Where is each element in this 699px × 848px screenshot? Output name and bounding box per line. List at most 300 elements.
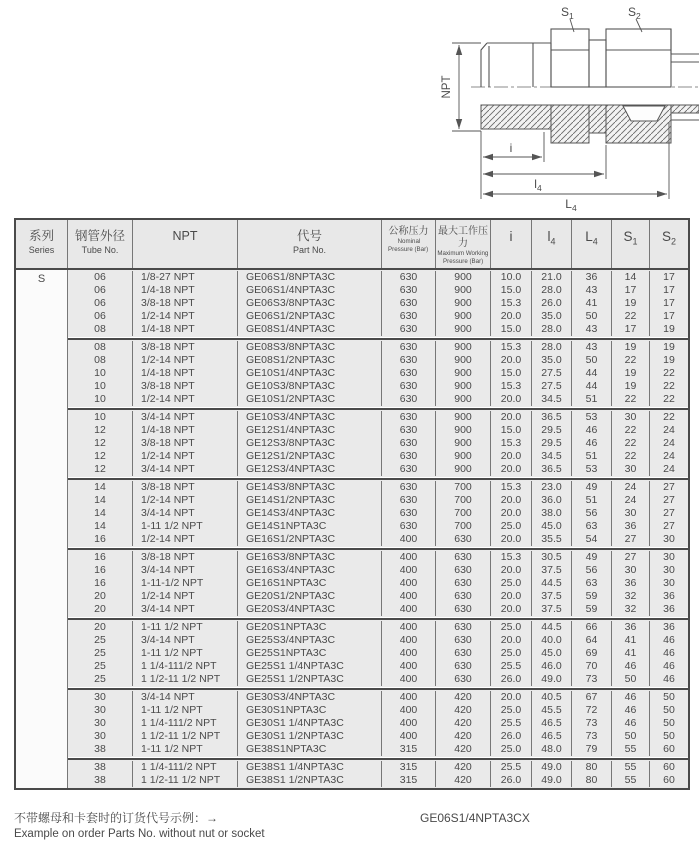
cell-l4: 34.5: [532, 450, 572, 463]
cell-l4: 40.5: [532, 691, 572, 704]
cell-s2: 27: [663, 507, 675, 519]
cell-l4: 34.5: [532, 393, 572, 406]
cell-L4: 51: [572, 494, 612, 507]
cell-npt: 1-11-1/2 NPT: [133, 577, 238, 590]
order-note: [14, 810, 686, 842]
cell-s2: 50: [663, 717, 675, 729]
cell-nominal-pressure: 630: [382, 297, 436, 310]
cell-tube-no: 30: [68, 704, 133, 717]
section-collar-lower: [589, 105, 606, 133]
cell-s1: 24: [612, 481, 650, 494]
cell-tube-no: 06: [68, 310, 133, 323]
male-thread-outline: [481, 43, 551, 87]
cell-part-no: GE08S1/2NPTA3C: [238, 354, 382, 367]
cell-s1: 46: [612, 691, 650, 704]
table-body-groups: [68, 270, 688, 788]
cell-tube-no: 10: [68, 367, 133, 380]
cell-part-no: GE14S3/4NPTA3C: [238, 507, 382, 520]
cell-l4: 36.5: [532, 411, 572, 424]
cell-part-no: GE30S1NPTA3C: [238, 704, 382, 717]
cell-i: 15.3: [491, 341, 532, 354]
cell-max-working-pressure: 900: [436, 463, 491, 476]
table-row: [68, 450, 688, 463]
cell-max-working-pressure: 900: [436, 354, 491, 367]
cell-i: 20.0: [491, 533, 532, 546]
cell-tube-no: 12: [68, 463, 133, 476]
cell-tube-no: 10: [68, 411, 133, 424]
cell-l4: 30.5: [532, 551, 572, 564]
cell-l4: 38.0: [532, 507, 572, 520]
cell-max-working-pressure: 900: [436, 380, 491, 393]
cell-nominal-pressure: 400: [382, 621, 436, 634]
cell-tube-no: 08: [68, 341, 133, 354]
cell-s1: 22: [612, 450, 650, 463]
cell-tube-no: 14: [68, 507, 133, 520]
cell-npt: 1/2-14 NPT: [133, 393, 238, 406]
cell-l4: 45.5: [532, 704, 572, 717]
order-note-zh: 不带螺母和卡套时的订货代号示例：→: [14, 811, 219, 825]
cell-s2: 46: [663, 673, 675, 685]
cell-max-working-pressure: 900: [436, 284, 491, 297]
cell-part-no: GE14S3/8NPTA3C: [238, 481, 382, 494]
hex-nut-s2: [606, 29, 671, 87]
cell-part-no: GE12S3/8NPTA3C: [238, 437, 382, 450]
cell-npt: 3/4-14 NPT: [133, 507, 238, 520]
cell-tube-no: 38: [68, 774, 133, 787]
cell-l4: 35.0: [532, 354, 572, 367]
cell-max-working-pressure: 700: [436, 507, 491, 520]
cell-npt: 3/4-14 NPT: [133, 411, 238, 424]
table-row: [68, 533, 688, 546]
col-header-s1: $S_1$: [612, 220, 650, 268]
cell-tube-no: 38: [68, 743, 133, 756]
cell-npt: 1/2-14 NPT: [133, 590, 238, 603]
col-header-series: 系列 Series: [16, 220, 68, 268]
cell-max-working-pressure: 900: [436, 424, 491, 437]
cell-i: 15.0: [491, 284, 532, 297]
table-row: [68, 647, 688, 660]
table-row: [68, 284, 688, 297]
cell-s1: 14: [612, 271, 650, 284]
cell-s2: 36: [663, 621, 675, 633]
cell-nominal-pressure: 630: [382, 450, 436, 463]
cell-s2: 19: [663, 354, 675, 366]
cell-tube-no: 16: [68, 551, 133, 564]
cell-nominal-pressure: 400: [382, 704, 436, 717]
cell-l4: 49.0: [532, 673, 572, 686]
cell-npt: 3/8-18 NPT: [133, 380, 238, 393]
cell-i: 25.0: [491, 743, 532, 756]
cell-npt: 3/8-18 NPT: [133, 341, 238, 354]
cell-L4: 70: [572, 660, 612, 673]
cell-tube-no: 30: [68, 717, 133, 730]
cell-s2: 60: [663, 743, 675, 755]
cell-s1: 50: [612, 673, 650, 686]
col-header-s2: $S_2$: [661, 229, 677, 247]
cell-s2: 22: [663, 393, 675, 405]
cell-npt: 1 1/4-111/2 NPT: [133, 660, 238, 673]
cell-L4: 63: [572, 577, 612, 590]
cell-part-no: GE16S1NPTA3C: [238, 577, 382, 590]
table-row: [68, 507, 688, 520]
cell-s2: 36: [663, 590, 675, 602]
cell-nominal-pressure: 630: [382, 494, 436, 507]
table-row: [68, 590, 688, 603]
col-header-npt: NPT: [133, 220, 238, 268]
cell-L4: 44: [572, 367, 612, 380]
cell-L4: 67: [572, 691, 612, 704]
cell-max-working-pressure: 420: [436, 774, 491, 787]
cell-s1: 36: [612, 621, 650, 634]
cell-nominal-pressure: 315: [382, 743, 436, 756]
cell-i: 25.0: [491, 520, 532, 533]
cell-L4: 43: [572, 323, 612, 336]
cell-s1: 27: [612, 551, 650, 564]
table-row: [68, 743, 688, 756]
cell-nominal-pressure: 630: [382, 284, 436, 297]
cell-part-no: GE16S3/4NPTA3C: [238, 564, 382, 577]
cell-max-working-pressure: 900: [436, 393, 491, 406]
cell-i: 20.0: [491, 691, 532, 704]
dim-label-l4: $l_4$: [534, 177, 542, 193]
cell-nominal-pressure: 400: [382, 660, 436, 673]
cell-i: 25.0: [491, 577, 532, 590]
table-row: [68, 393, 688, 406]
cell-nominal-pressure: 400: [382, 673, 436, 686]
cell-tube-no: 25: [68, 647, 133, 660]
cell-i: 15.3: [491, 481, 532, 494]
cell-npt: 1 1/2-11 1/2 NPT: [133, 673, 238, 686]
col-header-l4: $l_4$: [532, 220, 572, 268]
cell-part-no: GE06S1/4NPTA3C: [238, 284, 382, 297]
cell-max-working-pressure: 630: [436, 577, 491, 590]
cell-max-working-pressure: 630: [436, 564, 491, 577]
cell-part-no: GE25S1NPTA3C: [238, 647, 382, 660]
cell-max-working-pressure: 420: [436, 717, 491, 730]
cell-part-no: GE20S3/4NPTA3C: [238, 603, 382, 616]
col-header-nominal-pressure: 公称压力 Nominal Pressure (Bar): [382, 220, 436, 268]
cell-npt: 3/4-14 NPT: [133, 564, 238, 577]
cell-L4: 56: [572, 507, 612, 520]
cell-part-no: GE38S1 1/4NPTA3C: [238, 761, 382, 774]
cell-s2: 50: [663, 691, 675, 703]
cell-tube-no: 16: [68, 577, 133, 590]
cell-i: 15.0: [491, 323, 532, 336]
cell-nominal-pressure: 400: [382, 590, 436, 603]
cell-max-working-pressure: 900: [436, 341, 491, 354]
cell-i: 25.0: [491, 621, 532, 634]
table-row: [68, 310, 688, 323]
cell-L4: 51: [572, 450, 612, 463]
cell-nominal-pressure: 400: [382, 647, 436, 660]
cell-max-working-pressure: 420: [436, 704, 491, 717]
cell-part-no: GE14S1/2NPTA3C: [238, 494, 382, 507]
cell-s2: 46: [663, 634, 675, 646]
cell-tube-no: 08: [68, 323, 133, 336]
cell-max-working-pressure: 420: [436, 761, 491, 774]
cell-max-working-pressure: 420: [436, 743, 491, 756]
cell-i: 20.0: [491, 507, 532, 520]
cell-part-no: GE25S1 1/4NPTA3C: [238, 660, 382, 673]
cell-npt: 1/2-14 NPT: [133, 533, 238, 546]
table-group: [68, 270, 688, 337]
table-row: [68, 463, 688, 476]
cell-part-no: GE06S1/8NPTA3C: [238, 271, 382, 284]
cell-nominal-pressure: 630: [382, 437, 436, 450]
table-row: [68, 271, 688, 284]
cell-s2: 22: [663, 367, 675, 379]
cell-L4: 49: [572, 551, 612, 564]
table-row: [68, 634, 688, 647]
cell-nominal-pressure: 630: [382, 481, 436, 494]
cell-L4: 50: [572, 354, 612, 367]
cell-s2: 24: [663, 424, 675, 436]
cell-s2: 46: [663, 647, 675, 659]
table-row: [68, 520, 688, 533]
cell-L4: 46: [572, 424, 612, 437]
col-header-max-working-pressure: 最大工作压力 Maximum Working Pressure (Bar): [436, 220, 491, 268]
cell-part-no: GE08S1/4NPTA3C: [238, 323, 382, 336]
cell-l4: 21.0: [532, 271, 572, 284]
cell-s2: 27: [663, 494, 675, 506]
cell-i: 20.0: [491, 590, 532, 603]
cell-l4: 29.5: [532, 437, 572, 450]
cell-nominal-pressure: 315: [382, 761, 436, 774]
cell-s1: 46: [612, 660, 650, 673]
cell-s1: 17: [612, 323, 650, 336]
cell-l4: 37.5: [532, 590, 572, 603]
cell-nominal-pressure: 630: [382, 507, 436, 520]
table-header-row: [16, 220, 688, 270]
cell-tube-no: 06: [68, 284, 133, 297]
cell-L4: 73: [572, 673, 612, 686]
cell-npt: 1/4-18 NPT: [133, 284, 238, 297]
table-group: [68, 340, 688, 407]
cell-l4: 45.0: [532, 647, 572, 660]
cell-i: 15.0: [491, 424, 532, 437]
cell-npt: 1/4-18 NPT: [133, 367, 238, 380]
cell-npt: 1 1/4-111/2 NPT: [133, 761, 238, 774]
cell-npt: 1-11 1/2 NPT: [133, 647, 238, 660]
cell-l4: 29.5: [532, 424, 572, 437]
cell-l4: 28.0: [532, 284, 572, 297]
cell-npt: 1/2-14 NPT: [133, 494, 238, 507]
cell-s1: 55: [612, 761, 650, 774]
cell-nominal-pressure: 400: [382, 691, 436, 704]
cell-L4: 64: [572, 634, 612, 647]
cell-tube-no: 10: [68, 393, 133, 406]
table-row: [68, 774, 688, 787]
cell-nominal-pressure: 400: [382, 533, 436, 546]
cell-s1: 55: [612, 774, 650, 787]
cell-npt: 1 1/4-111/2 NPT: [133, 717, 238, 730]
cell-part-no: GE10S3/4NPTA3C: [238, 411, 382, 424]
cell-L4: 49: [572, 481, 612, 494]
cell-s1: 50: [612, 730, 650, 743]
table-group: [68, 620, 688, 687]
cell-part-no: GE38S1NPTA3C: [238, 743, 382, 756]
cell-s1: 55: [612, 743, 650, 756]
col-header-i: i: [491, 220, 532, 268]
cell-part-no: GE25S3/4NPTA3C: [238, 634, 382, 647]
cell-npt: 3/4-14 NPT: [133, 691, 238, 704]
cell-part-no: GE30S3/4NPTA3C: [238, 691, 382, 704]
order-note-en: Example on order Parts No. without nut or socket: [14, 828, 265, 840]
cell-npt: 3/8-18 NPT: [133, 297, 238, 310]
cell-s1: 24: [612, 494, 650, 507]
tube-wall-lower: [671, 105, 699, 113]
cell-tube-no: 25: [68, 660, 133, 673]
cell-s1: 36: [612, 577, 650, 590]
cell-s1: 30: [612, 463, 650, 476]
cell-s2: 17: [663, 284, 675, 296]
cell-s2: 50: [663, 704, 675, 716]
section-nut-s1-lower: [551, 105, 589, 143]
series-column: [16, 270, 68, 788]
cell-max-working-pressure: 900: [436, 367, 491, 380]
cell-s2: 17: [663, 271, 675, 283]
cell-part-no: GE12S1/4NPTA3C: [238, 424, 382, 437]
cell-tube-no: 25: [68, 634, 133, 647]
cell-i: 25.0: [491, 647, 532, 660]
table-group: [68, 550, 688, 617]
cell-max-working-pressure: 630: [436, 660, 491, 673]
cell-s1: 19: [612, 341, 650, 354]
cell-tube-no: 06: [68, 297, 133, 310]
cell-tube-no: 12: [68, 424, 133, 437]
cell-tube-no: 08: [68, 354, 133, 367]
col-header-part-no: 代号 Part No.: [238, 220, 382, 268]
cell-s2: 30: [663, 533, 675, 545]
table-row: [68, 660, 688, 673]
cell-nominal-pressure: 630: [382, 310, 436, 323]
cell-s1: 17: [612, 284, 650, 297]
cell-part-no: GE12S1/2NPTA3C: [238, 450, 382, 463]
table-row: [68, 494, 688, 507]
cell-L4: 53: [572, 411, 612, 424]
cell-i: 25.5: [491, 660, 532, 673]
cell-s2: 24: [663, 450, 675, 462]
cell-npt: 1-11 1/2 NPT: [133, 621, 238, 634]
cell-s1: 22: [612, 437, 650, 450]
cell-s2: 30: [663, 577, 675, 589]
cell-L4: 59: [572, 590, 612, 603]
cell-part-no: GE08S3/8NPTA3C: [238, 341, 382, 354]
cell-npt: 1/4-18 NPT: [133, 424, 238, 437]
cell-s2: 24: [663, 437, 675, 449]
cell-s1: 22: [612, 393, 650, 406]
cell-l4: 46.5: [532, 730, 572, 743]
table-group: [68, 410, 688, 477]
cell-s2: 50: [663, 730, 675, 742]
cell-max-working-pressure: 630: [436, 603, 491, 616]
cell-part-no: GE06S3/8NPTA3C: [238, 297, 382, 310]
cell-i: 25.0: [491, 704, 532, 717]
cell-part-no: GE30S1 1/4NPTA3C: [238, 717, 382, 730]
cell-tube-no: 20: [68, 590, 133, 603]
cell-l4: 35.5: [532, 533, 572, 546]
cell-npt: 1-11 1/2 NPT: [133, 743, 238, 756]
cell-max-working-pressure: 900: [436, 297, 491, 310]
cell-l4: 23.0: [532, 481, 572, 494]
cell-part-no: GE10S1/4NPTA3C: [238, 367, 382, 380]
table-row: [68, 551, 688, 564]
cell-npt: 1/8-27 NPT: [133, 271, 238, 284]
cell-nominal-pressure: 630: [382, 463, 436, 476]
cell-max-working-pressure: 630: [436, 634, 491, 647]
cell-L4: 41: [572, 297, 612, 310]
cell-s2: 22: [663, 411, 675, 423]
cell-tube-no: 12: [68, 437, 133, 450]
cell-s2: 27: [663, 520, 675, 532]
cell-s1: 27: [612, 533, 650, 546]
cell-s1: 22: [612, 354, 650, 367]
table-row: [68, 297, 688, 310]
table-row: [68, 481, 688, 494]
cell-i: 25.5: [491, 717, 532, 730]
table-row: [68, 437, 688, 450]
cell-part-no: GE16S3/8NPTA3C: [238, 551, 382, 564]
cell-s1: 41: [612, 647, 650, 660]
table-row: [68, 354, 688, 367]
cell-part-no: GE10S3/8NPTA3C: [238, 380, 382, 393]
cell-l4: 36.0: [532, 494, 572, 507]
table-row: [68, 411, 688, 424]
cell-part-no: GE25S1 1/2NPTA3C: [238, 673, 382, 686]
cell-i: 20.0: [491, 411, 532, 424]
cell-l4: 46.5: [532, 717, 572, 730]
cell-nominal-pressure: 315: [382, 774, 436, 787]
ferrule-cutout: [623, 106, 665, 121]
cell-l4: 37.5: [532, 603, 572, 616]
hex-nut-s1: [551, 29, 589, 87]
table-row: [68, 761, 688, 774]
cell-tube-no: 30: [68, 730, 133, 743]
cell-L4: 36: [572, 271, 612, 284]
cell-s2: 60: [663, 774, 675, 786]
cell-s2: 30: [663, 551, 675, 563]
cell-max-working-pressure: 700: [436, 494, 491, 507]
cell-nominal-pressure: 630: [382, 424, 436, 437]
cell-nominal-pressure: 400: [382, 564, 436, 577]
cell-i: 15.3: [491, 551, 532, 564]
cell-tube-no: 30: [68, 691, 133, 704]
cell-s1: 19: [612, 367, 650, 380]
table-row: [68, 367, 688, 380]
cell-s2: 46: [663, 660, 675, 672]
cell-npt: 1 1/2-11 1/2 NPT: [133, 730, 238, 743]
cell-i: 20.0: [491, 494, 532, 507]
cell-i: 26.0: [491, 774, 532, 787]
cell-s1: 22: [612, 424, 650, 437]
cell-i: 20.0: [491, 564, 532, 577]
cell-nominal-pressure: 400: [382, 730, 436, 743]
cell-part-no: GE30S1 1/2NPTA3C: [238, 730, 382, 743]
cell-l4: 45.0: [532, 520, 572, 533]
cell-s2: 17: [663, 310, 675, 322]
section-body-lower: [481, 105, 551, 129]
cell-tube-no: 16: [68, 564, 133, 577]
dim-label-s1: $S_1$: [561, 5, 574, 21]
cell-npt: 3/4-14 NPT: [133, 463, 238, 476]
cell-i: 15.3: [491, 297, 532, 310]
cell-npt: 1-11 1/2 NPT: [133, 704, 238, 717]
cell-L4: 46: [572, 437, 612, 450]
cell-L4: 56: [572, 564, 612, 577]
cell-max-working-pressure: 630: [436, 647, 491, 660]
cell-l4: 27.5: [532, 367, 572, 380]
cell-s2: 24: [663, 463, 675, 475]
